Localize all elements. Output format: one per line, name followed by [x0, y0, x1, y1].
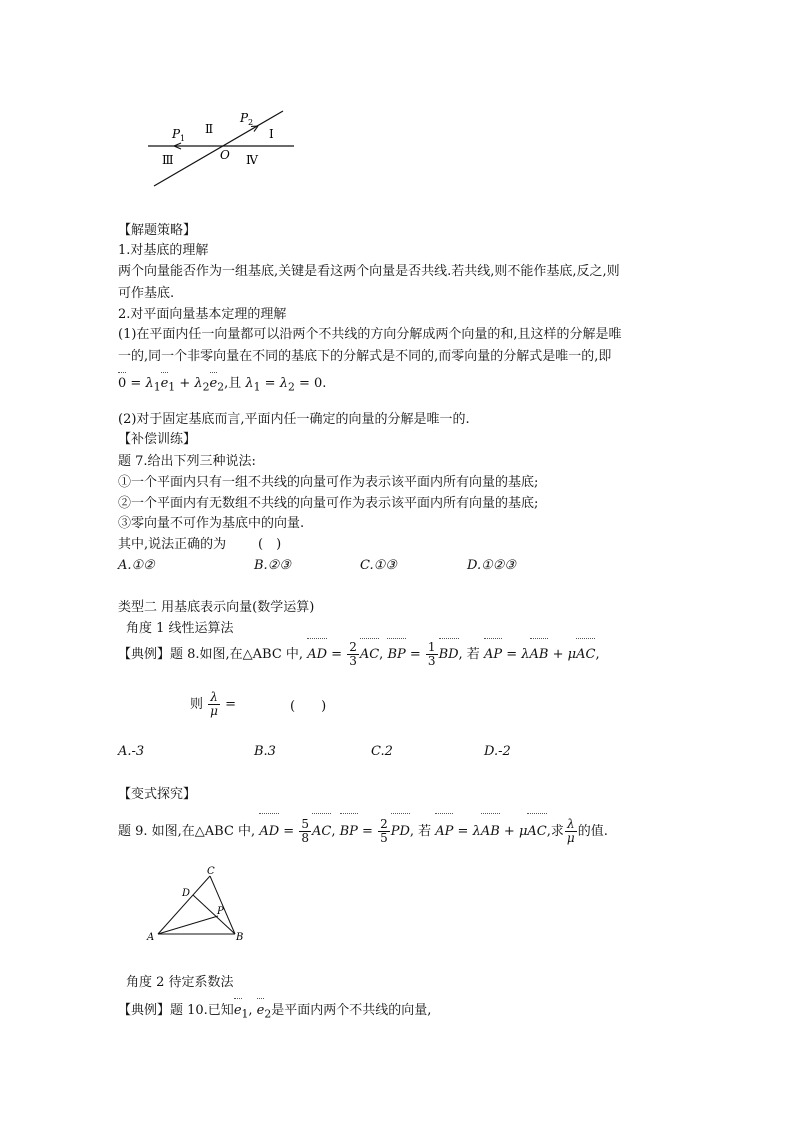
q8-stem: 【典例】题 8.如图,在△ABC 中, AD = $\frac{2}{3}$ AC, BP = $\frac{1}{3}$ BD, 若 AP = λAB + μAC,	[118, 640, 600, 668]
angle2-title: 角度 2 待定系数法	[126, 975, 234, 990]
q7-statement-3: ③零向量不可作为基底中的向量.	[118, 516, 305, 531]
figure-lines-quadrants	[140, 100, 310, 195]
q10-stem: 【典例】题 10.已知$e_1$, $e_2$是平面内两个不共线的向量,	[118, 1000, 431, 1026]
side-ac	[158, 876, 210, 934]
q8-option-c[interactable]: C.2	[371, 744, 393, 759]
q7-answer-bracket: ( )	[258, 537, 282, 552]
q10-tail: 是平面内两个不共线的向量,	[271, 1003, 432, 1018]
q7-option-b[interactable]: B.②③	[254, 558, 291, 573]
q8-lead: 【典例】题 8.如图,在△ABC 中,	[118, 647, 304, 662]
label-p2: P	[240, 111, 249, 125]
segment-bd	[193, 895, 235, 934]
label-p2-sub: 2	[248, 118, 254, 127]
variant-heading: 【变式探究】	[118, 787, 197, 802]
strategy-item2-title: 2.对平面向量基本定理的理解	[118, 307, 287, 322]
q8-answer-bracket: ( )	[290, 699, 327, 714]
zero-vector-formula: $0 = \lambda_1e_1 + \lambda_2e_2$,且 $\lambda_1 = \lambda_2 = 0$.	[118, 376, 327, 394]
q8-then-word: 则	[190, 697, 204, 712]
oblique-line	[154, 111, 283, 186]
q7-option-a[interactable]: A.①②	[118, 558, 155, 573]
strategy-item2-p2: (2)对于固定基底而言,平面内任一确定的向量的分解是唯一的.	[118, 412, 470, 427]
segment-ap	[158, 916, 218, 934]
label-region-4: Ⅳ	[246, 153, 258, 167]
label-p1-sub: 1	[180, 134, 186, 143]
strategy-item1-line1: 两个向量能否作为一组基底,关键是看这两个向量是否共线.若共线,则不能作基底,反之,则	[118, 264, 620, 279]
formula-connector: ,且	[224, 376, 242, 391]
label-region-2: Ⅱ	[205, 122, 214, 136]
q7-ask: 其中,说法正确的为	[118, 537, 227, 552]
vertex-a: A	[147, 932, 155, 943]
q8-if: , 若	[458, 647, 480, 662]
strategy-heading: 【解题策略】	[118, 223, 197, 238]
label-region-1: Ⅰ	[269, 127, 274, 141]
label-origin-o: O	[220, 148, 230, 162]
figure-triangle-abc	[140, 865, 260, 950]
point-d: D	[182, 888, 191, 899]
q7-option-c[interactable]: C.①③	[360, 558, 397, 573]
q8-then: 则 $\frac{\lambda}{\mu}$ =	[190, 690, 236, 718]
side-bc	[210, 876, 235, 934]
type2-title: 类型二 用基底表示向量(数学运算)	[118, 600, 315, 615]
q8-option-d[interactable]: D.-2	[484, 744, 511, 759]
q7-option-d[interactable]: D.①②③	[467, 558, 517, 573]
label-region-3: Ⅲ	[162, 153, 174, 167]
q7-statement-1: ①一个平面内只有一组不共线的向量可作为表示该平面内所有向量的基底;	[118, 475, 539, 490]
strategy-item2-p1-line2: 一的,同一个非零向量在不同的基底下的分解式是不同的,而零向量的分解式是唯一的,即	[118, 349, 612, 364]
q7-title: 题 7.给出下列三种说法:	[118, 454, 256, 469]
vertex-c: C	[207, 866, 215, 877]
strategy-item1-title: 1.对基底的理解	[118, 243, 209, 258]
q10-lead: 【典例】题 10.已知	[118, 1003, 234, 1018]
strategy-item1-line2: 可作基底.	[118, 286, 175, 301]
q9-if: , 若	[409, 824, 432, 839]
point-p: P	[217, 906, 224, 917]
practice-heading: 【补偿训练】	[118, 432, 197, 447]
vertex-b: B	[236, 932, 244, 943]
angle1-title: 角度 1 线性运算法	[126, 621, 234, 636]
q9-lead: 题 9. 如图,在△ABC 中,	[118, 824, 256, 839]
q9-tail: 的值.	[577, 824, 608, 839]
q8-option-b[interactable]: B.3	[254, 744, 276, 759]
q9-ask: ,求	[546, 824, 564, 839]
q8-option-a[interactable]: A.-3	[118, 744, 145, 759]
q9-stem: 题 9. 如图,在△ABC 中, AD = $\frac{5}{8}$ AC, BP = $\frac{2}{5}$ PD, 若 AP = λAB + μAC,求 $\frac{\lambda}{\mu}$ 的值.	[118, 815, 608, 849]
q7-statement-2: ②一个平面内有无数组不共线的向量可作为表示该平面内所有向量的基底;	[118, 496, 539, 511]
strategy-item2-p1-line1: (1)在平面内任一向量都可以沿两个不共线的方向分解成两个向量的和,且这样的分解是唯	[118, 327, 622, 342]
label-p1: P	[172, 127, 181, 141]
